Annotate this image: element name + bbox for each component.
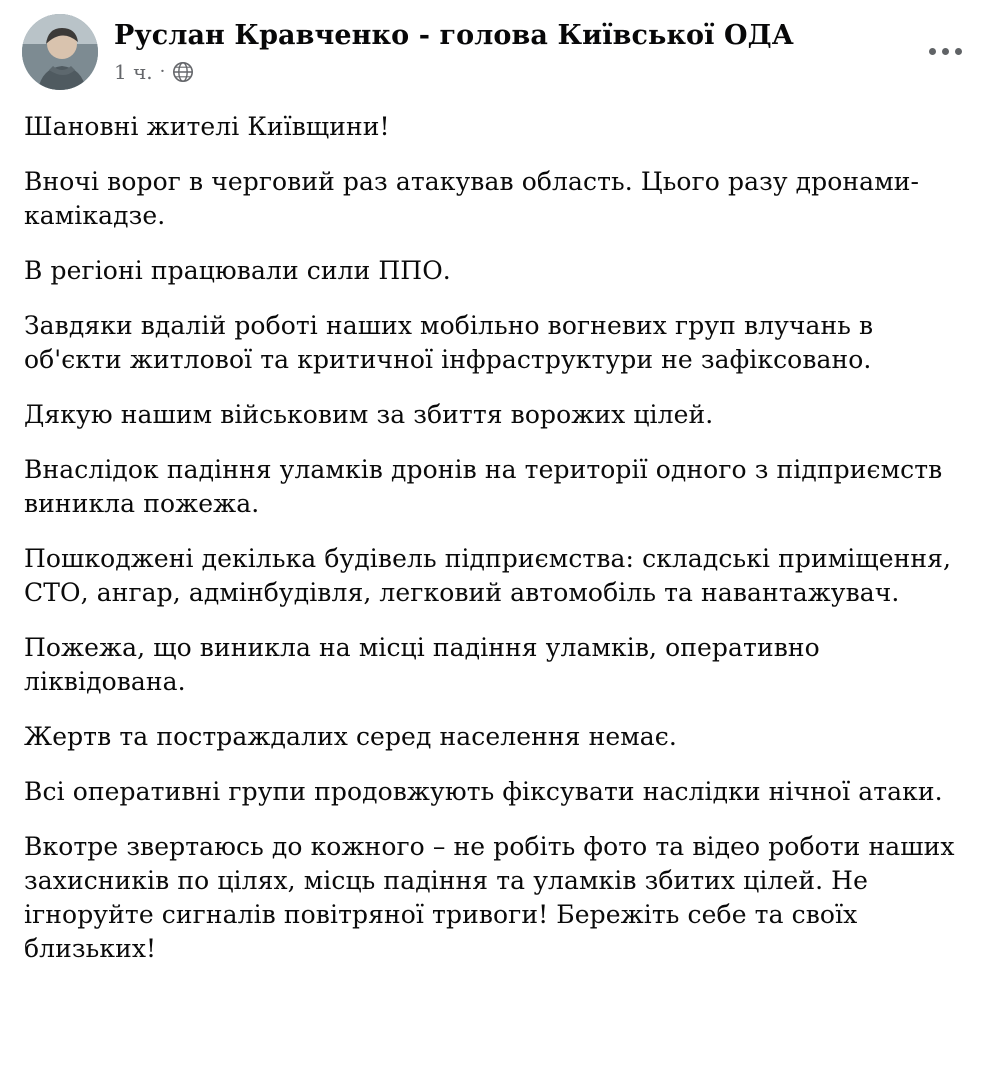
post-paragraph: Пошкоджені декілька будівель підприємства: складські приміщення, СТО, ангар, адмінбудівля, легковий автомобіль та навантажувач. — [24, 544, 952, 607]
globe-icon[interactable] — [172, 61, 194, 83]
post-paragraph: Внаслідок падіння уламків дронів на території одного з підприємств виникла пожежа. — [24, 455, 943, 518]
post-author-block — [114, 14, 972, 84]
post-paragraph: Всі оперативні групи продовжують фіксувати наслідки нічної атаки. — [24, 777, 943, 806]
post-body — [22, 92, 972, 966]
post-paragraph: Дякую нашим військовим за збиття ворожих цілей. — [24, 400, 714, 429]
post-timestamp[interactable]: 1 ч. — [114, 60, 153, 85]
post-paragraph: Жертв та постраждалих серед населення немає. — [24, 722, 677, 751]
author-name[interactable]: Руслан Кравченко - голова Київської ОДА — [114, 20, 794, 51]
post-paragraph: В регіоні працювали сили ППО. — [24, 256, 451, 285]
post-meta — [114, 60, 972, 84]
post-paragraph: Пожежа, що виникла на місці падіння уламків, оперативно ліквідована. — [24, 633, 820, 696]
avatar[interactable] — [22, 14, 98, 90]
more-dot-1 — [929, 48, 936, 55]
post-header — [22, 14, 972, 92]
meta-separator: · — [159, 61, 166, 83]
post-paragraph: Вночі ворог в черговий раз атакував область. Цього разу дронами-камікадзе. — [24, 167, 920, 230]
post-paragraph: Завдяки вдалій роботі наших мобільно вогневих груп влучань в об'єкти житлової та критичної інфраструктури не зафіксовано. — [24, 311, 874, 374]
more-dot-2 — [942, 48, 949, 55]
more-options-icon[interactable] — [922, 34, 968, 68]
post-paragraph: Вкотре звертаюсь до кожного – не робіть фото та відео роботи наших захисників по цілях, місць падіння та уламків збитих цілей. Не ігноруйте сигналів повітряної тривоги! Бережіть себе та своїх близьких! — [24, 832, 955, 963]
post-paragraph: Шановні жителі Київщини! — [24, 112, 390, 141]
more-dot-3 — [955, 48, 962, 55]
